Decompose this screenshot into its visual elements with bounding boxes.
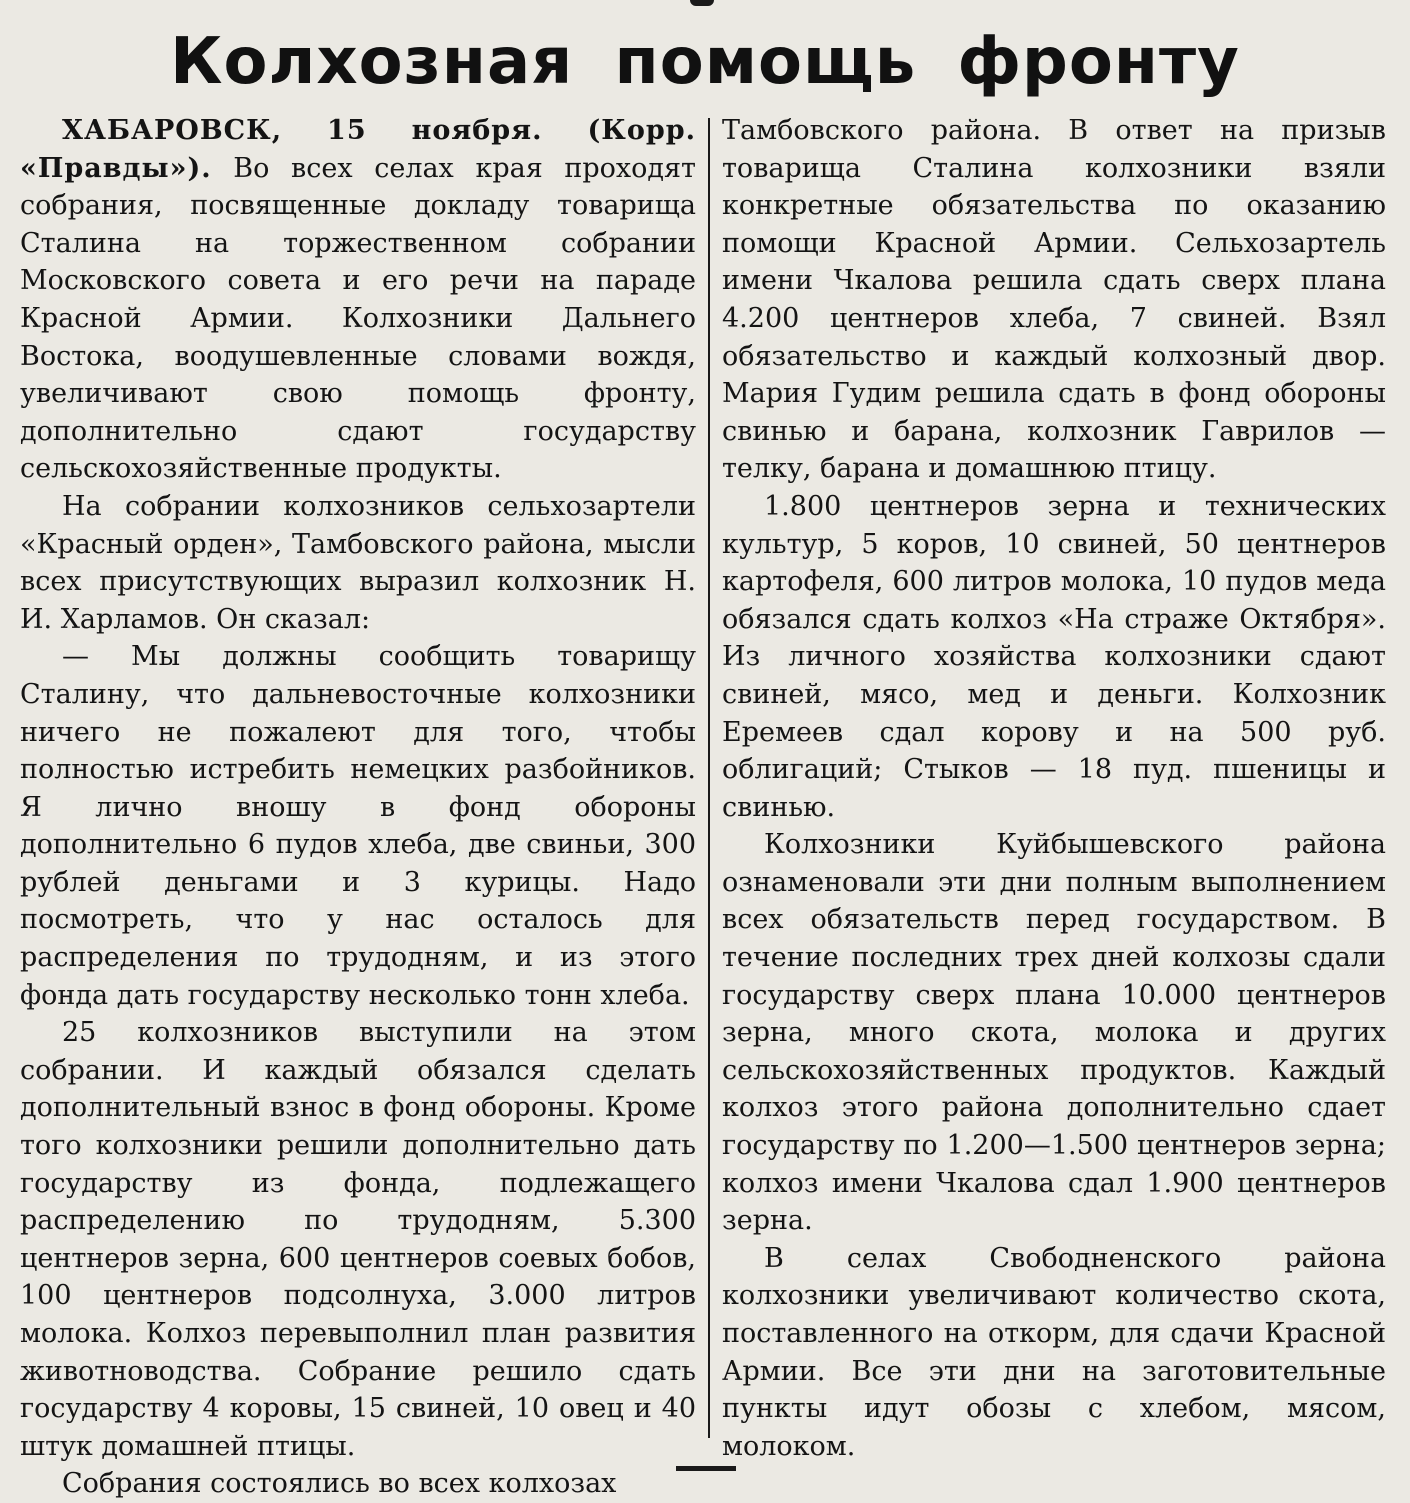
paragraph-6: Тамбовского района. В ответ на призыв товарища Сталина колхозники взяли конкретные обязательства по оказанию помощи Красной Армии. Сельхозартель имени Чкалова решила сдать сверх плана 4.200 центнеров хлеба, 7 свиней. Взял обязательство и каждый колхозный двор. Мария Гудим решила сдать в фонд обороны свинью и барана, колхозник Гаврилов — телку, барана и домашнюю птицу. [722, 115, 1386, 485]
paragraph-5: Собрания состоялись во всех колхозах [62, 1468, 617, 1500]
paragraph-8: Колхозники Куйбышевского района ознаменовали эти дни полным выполнением всех обязательств перед государством. В течение последних трех дней колхозы сдали государству сверх плана 10.000 центнеров зерна, много скота, молока и других сельскохозяйственных продуктов. Каждый колхоз этого района дополнительно сдает государству по 1.200—1.500 центнеров зерна; колхоз имени Чкалова сдал 1.900 центнеров зерна. [722, 829, 1386, 1237]
bottom-rule [676, 1466, 736, 1471]
paragraph-4: 25 колхозников выступили на этом собрании. И каждый обязался сделать дополнительный взнос в фонд обороны. Кроме того колхозники решили дополнительно дать государству из фонда, подлежащего распределению по трудодням, 5.300 центнеров зерна, 600 центнеров соевых бобов, 100 центнеров подсолнуха, 3.000 литров молока. Колхоз перевыполнил план развития животноводства. Собрание решило сдать государству 4 коровы, 15 свиней, 10 овец и 40 штук домашней птицы. [20, 1017, 696, 1462]
dateline: ХАБАРОВСК, 15 ноября. (Корр. «Правды»). [20, 115, 696, 184]
column-divider [708, 118, 710, 1438]
article-headline: Колхозная помощь фронту [170, 25, 1240, 99]
paragraph-3: — Мы должны сообщить товарищу Сталину, что дальневосточные колхозники ничего не пожалеют для того, чтобы полностью истребить немецких разбойников. Я лично вношу в фонд обороны дополнительно 6 пудов хлеба, две свиньи, 300 рублей деньгами и 3 курицы. Надо посмотреть, что у нас осталось для распределения по трудодням, и из этого фонда дать государству несколько тонн хлеба. [20, 641, 696, 1011]
left-column [20, 112, 696, 1503]
paragraph-1 [20, 112, 696, 488]
paragraph-7: 1.800 центнеров зерна и технических культур, 5 коров, 10 свиней, 50 центнеров картофеля, 600 литров молока, 10 пудов меда обязался сдать колхоз «На страже Октября». Из личного хозяйства колхозники сдают свиней, мясо, мед и деньги. Колхозник Еремеев сдал корову и на 500 руб. облигаций; Стыков — 18 пуд. пшеницы и свинью. [722, 490, 1386, 823]
right-column [722, 112, 1386, 1465]
paragraph-9: В селах Свободненского района колхозники увеличивают количество скота, поставленного на откорм, для сдачи Красной Армии. Все эти дни на заготовительные пункты идут обозы с хлебом, мясом, молоком. [722, 1242, 1386, 1462]
paragraph-2: На собрании колхозников сельхозартели «Красный орден», Тамбовского района, мысли всех присутствующих выразил колхозник Н. И. Харламов. Он сказал: [20, 490, 696, 635]
paragraph-1-text: Во всех селах края проходят собрания, посвященные докладу товарища Сталина на торжественном собрании Московского совета и его речи на параде Красной Армии. Колхозники Дальнего Востока, воодушевленные словами вождя, увеличивают свою помощь фронту, дополнительно сдают государству сельскохозяйственные продукты. [20, 152, 696, 485]
top-edge-mark [690, 0, 714, 6]
